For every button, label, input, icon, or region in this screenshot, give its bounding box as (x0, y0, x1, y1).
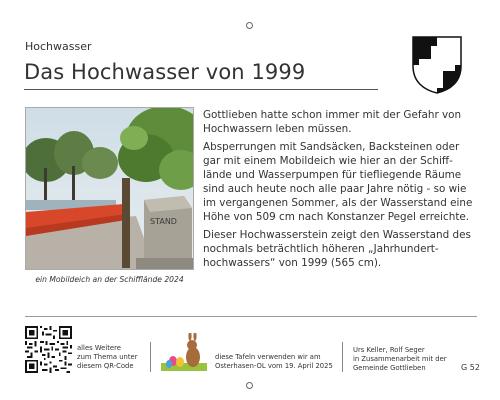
easter-bunny-icon (161, 333, 207, 373)
credits-text (353, 346, 453, 373)
stone-inscription: STAND (150, 217, 177, 226)
event-info-text (215, 353, 335, 371)
body-paragraph-3: Dieser Hochwasserstein zeigt den Wasserstand des nochmals beträchtlich höheren „Jahrhunderthochwassers“ von 1999 (565 cm). (203, 229, 471, 269)
event-info-line-1: diese Tafeln verwenden wir am (215, 353, 321, 361)
footer-divider (25, 316, 477, 317)
gottlieben-crest-icon (412, 36, 462, 94)
mobile-dike-photo (25, 107, 194, 270)
qr-info-line-1: alles Weitere (77, 344, 121, 352)
body-text (203, 108, 477, 274)
photo-caption: ein Mobildeich an der Schifflände 2024 (35, 275, 184, 284)
footer-separator (150, 342, 151, 372)
credits-line-3: Gemeinde Gottlieben (353, 364, 426, 372)
bottom-mount-hole (246, 382, 253, 389)
event-info-line-2: Osterhasen-OL vom 19. April 2025 (215, 362, 333, 370)
qr-info-line-3: diesem QR-Code (77, 362, 134, 370)
footer-separator (342, 342, 343, 372)
panel-code: G 52 (461, 363, 480, 372)
credits-line-2: in Zusammenarbeit mit der (353, 355, 447, 363)
qr-code[interactable] (25, 326, 72, 373)
page-title: Das Hochwasser von 1999 (24, 60, 306, 84)
title-divider (24, 89, 378, 90)
credits-line-1: Urs Keller, Rolf Seger (353, 346, 425, 354)
qr-info-text (77, 344, 147, 371)
top-mount-hole (246, 22, 253, 29)
body-paragraph-2: Absperrungen mit Sandsäcken, Backsteinen oder gar mit einem Mobildeich wie hier an der Schifflände und Wasserpumpen für tiefliegende Räume sind auch heute noch alle paar Jahre nötig - so wie im vergangenen Sommer, als der Wasserstand eine Höhe von 509 cm nach Konstanzer Pegel erreichte. (203, 141, 473, 223)
category-label: Hochwasser (25, 40, 92, 53)
qr-info-line-2: zum Thema unter (77, 353, 138, 361)
body-paragraph-1: Gottlieben hatte schon immer mit der Gefahr von Hochwassern leben müssen. (203, 109, 462, 135)
